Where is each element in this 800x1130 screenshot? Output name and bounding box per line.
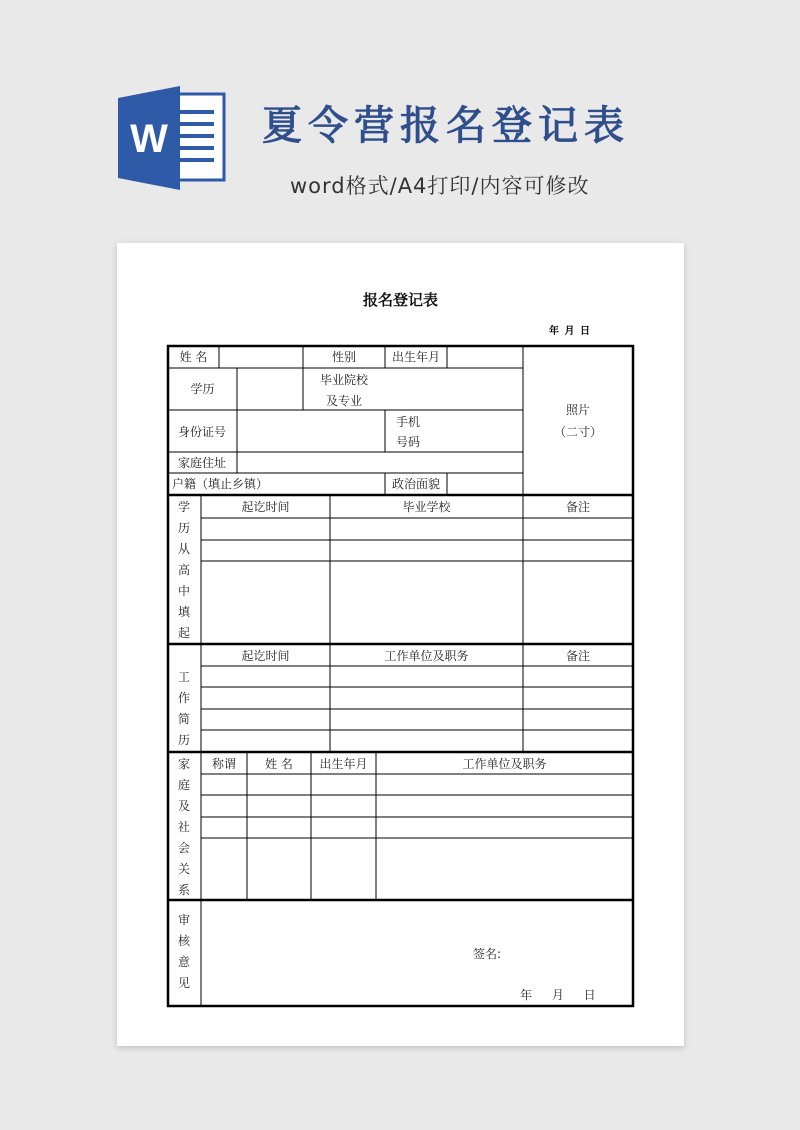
label-name: 姓 名 [179,350,208,364]
family-header-birth: 出生年月 [319,757,368,771]
review-date: 年 月 日 [520,988,596,1002]
form-title: 报名登记表 [362,291,438,309]
label-education: 学历 [190,382,215,396]
work-header-unit: 工作单位及职务 [384,649,469,663]
work-header-time: 起讫时间 [241,649,290,663]
page-subtitle: word格式/A4打印/内容可修改 [290,174,590,198]
label-gender: 性别 [331,350,356,364]
edu-header-school: 毕业学校 [402,500,451,514]
work-side-text: 工 作 简 历 [177,670,190,747]
work-header-notes: 备注 [565,649,590,663]
label-id-number: 身份证号 [178,425,227,439]
family-header-name: 姓 名 [265,757,293,771]
family-header-relation: 称谓 [211,757,236,771]
edu-header-time: 起讫时间 [241,500,290,514]
label-birth: 出生年月 [391,350,440,364]
label-school-line2: 及专业 [325,394,362,408]
label-school-line1: 毕业院校 [319,373,368,387]
work-side-label [174,667,194,751]
label-phone-line2: 号码 [395,435,420,449]
label-phone-line1: 手机 [395,415,420,429]
word-icon-letter: W [130,117,168,161]
document-preview [117,243,684,1046]
label-photo-line1: 照片 [565,403,590,417]
word-icon [118,86,228,190]
review-side-text: 审 核 意 见 [177,913,190,990]
family-side-text: 家 庭 及 社 会 关 系 [177,757,190,897]
form-date-top: 年 月 日 [549,326,591,337]
review-side-label [174,910,194,994]
education-side-text: 学 历 从 高 中 填 起 [177,500,190,640]
label-political: 政治面貌 [391,477,440,491]
education-side-label [174,497,194,644]
page-title: 夏令营报名登记表 [262,103,630,149]
edu-header-notes: 备注 [565,500,590,514]
label-photo-line2: （二寸） [553,425,602,439]
family-header-unit: 工作单位及职务 [462,757,547,771]
label-hukou: 户籍（填止乡镇） [172,477,269,491]
family-side-label [174,754,194,901]
review-signature: 签名: [473,947,502,961]
label-address: 家庭住址 [178,456,227,470]
